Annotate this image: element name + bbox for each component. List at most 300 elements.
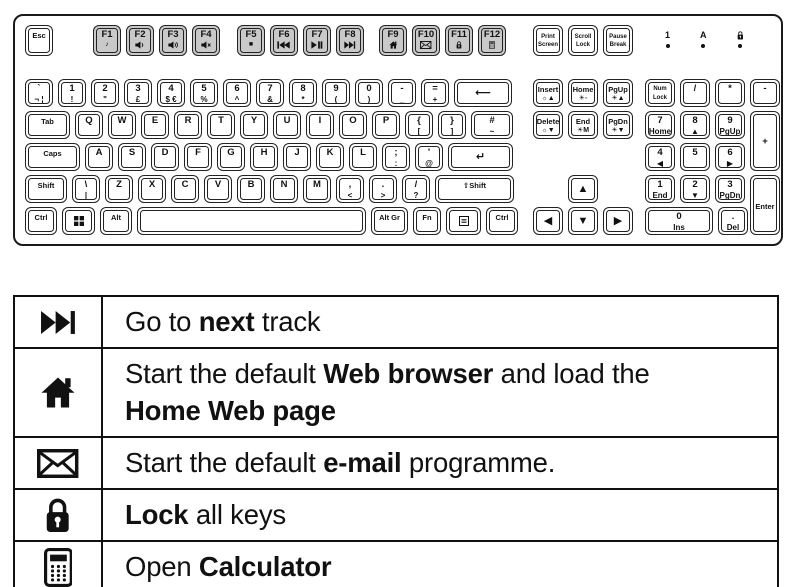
key-label: G: [227, 147, 235, 158]
key-c: [171, 175, 199, 203]
key-comma: [336, 175, 364, 203]
key-label: O: [349, 115, 357, 126]
menu-icon: [459, 216, 469, 226]
key-sublabel: |: [84, 190, 88, 199]
led-dot: [666, 44, 670, 48]
key-backslash: [72, 175, 100, 203]
key-f12: [478, 25, 506, 56]
note-icon: ♪: [105, 41, 109, 48]
key-e: [141, 111, 169, 139]
key-sublabel: *: [301, 94, 305, 103]
key-label: 4: [168, 83, 174, 94]
key-label: +: [762, 135, 768, 147]
action-text-run: programme.: [401, 446, 556, 478]
action-row: [15, 436, 777, 488]
key-label: M: [313, 179, 321, 190]
actions-table: [13, 295, 779, 587]
key-f8: [336, 25, 364, 56]
numpad-row-4: [645, 175, 750, 203]
key-label: }: [450, 115, 454, 126]
key-label: 5: [201, 83, 207, 94]
led-label: 1: [665, 30, 671, 40]
key-label: F11: [451, 29, 467, 40]
key-shift-right: [435, 175, 514, 203]
action-text-bold: Web browser: [323, 358, 494, 390]
key-label: N: [280, 179, 288, 190]
key-sublabel: ▲: [691, 126, 699, 135]
key-n: [270, 175, 298, 203]
key-sublabel: ▼: [691, 190, 699, 199]
key-label: X: [148, 179, 156, 190]
key-windows: [62, 207, 95, 235]
key-w: [108, 111, 136, 139]
key-s: [118, 143, 146, 171]
key-arrow-right: [603, 207, 633, 235]
key-k: [316, 143, 344, 171]
led-dot: [738, 44, 742, 48]
key-label: *: [728, 83, 732, 94]
key-sublabel: $ €: [165, 94, 177, 103]
key-label: Num: [653, 86, 667, 93]
brightness-down-icon: ☼▼: [541, 126, 555, 134]
key-np-plus: [750, 111, 780, 171]
key-label: Home: [572, 84, 594, 94]
left-icon: ◀: [543, 214, 553, 227]
key-np-2: [680, 175, 710, 203]
key-slash: [402, 175, 430, 203]
key-backspace: [454, 79, 512, 107]
calculator-icon: [489, 41, 495, 49]
key-sublabel: End: [652, 190, 668, 199]
key-f: [184, 143, 212, 171]
key-label: ': [427, 147, 431, 158]
key-label: ,: [348, 179, 352, 190]
key-backquote: [25, 79, 53, 107]
action-text-run: all keys: [188, 499, 286, 531]
play-pause-icon: [311, 41, 323, 49]
key-np-4: [645, 143, 675, 171]
key-l: [349, 143, 377, 171]
key-label: F7: [311, 29, 323, 40]
key-label: -: [763, 83, 767, 94]
key-quote: [415, 143, 443, 171]
action-text-bold: e-mail: [323, 446, 402, 478]
key-np-minus: [750, 79, 780, 107]
key-label: D: [161, 147, 169, 158]
key-menu: [446, 207, 481, 235]
key-f2: [126, 25, 154, 56]
right-icon: ▶: [613, 214, 623, 227]
key-r: [174, 111, 202, 139]
action-icon-cell: [15, 490, 103, 540]
function-key-row: [25, 25, 511, 56]
key-label: Insert: [537, 84, 559, 94]
key-0: [355, 79, 383, 107]
key-label: F9: [387, 29, 399, 40]
key-label: P: [382, 115, 390, 126]
key-f11: [445, 25, 473, 56]
action-text-run: Start the default: [125, 358, 324, 390]
key-sublabel: >: [380, 190, 386, 199]
enter-icon: ↵: [475, 150, 486, 163]
key-label: 9: [727, 115, 733, 126]
action-description: [103, 438, 567, 488]
key-f5: [237, 25, 265, 56]
key-space: [137, 207, 366, 235]
key-label: 7: [267, 83, 273, 94]
key-sublabel: +: [432, 94, 438, 103]
key-bracket-left: [405, 111, 433, 139]
key-label: B: [247, 179, 255, 190]
key-print-screen: [533, 25, 563, 56]
key-label: =: [432, 83, 438, 94]
key-label: 2: [102, 83, 108, 94]
key-label: Z: [116, 179, 122, 190]
key-end: [568, 111, 598, 139]
key-label: 4: [657, 147, 663, 158]
key-label: ;: [394, 147, 398, 158]
key-5: [190, 79, 218, 107]
key-label: F4: [200, 29, 212, 40]
key-f9: [379, 25, 407, 56]
key-4: [157, 79, 185, 107]
key-sublabel: :: [394, 158, 398, 167]
key-fn: [413, 207, 441, 235]
key-label: W: [117, 115, 127, 126]
home-icon: [40, 376, 76, 409]
key-label: S: [128, 147, 136, 158]
numpad-row-1: [645, 79, 785, 107]
key-d: [151, 143, 179, 171]
key-label: Shift: [37, 180, 55, 190]
key-label: J: [294, 147, 300, 158]
key-sublabel: ~: [489, 126, 495, 135]
key-label: Q: [85, 115, 93, 126]
action-text-run: Open: [125, 551, 199, 583]
action-description: [103, 542, 343, 587]
numpad-plus-slot: [750, 111, 785, 171]
volume-mute-icon: [201, 41, 211, 49]
key-semicolon: [382, 143, 410, 171]
key-2: [91, 79, 119, 107]
key-label: 8: [692, 115, 698, 126]
key-label: 2: [692, 179, 698, 190]
key-sublabel: ^: [234, 94, 240, 103]
key-num-lock: [645, 79, 675, 107]
key-v: [204, 175, 232, 203]
keyboard-illustration: [13, 14, 783, 246]
system-key-row: [533, 25, 638, 56]
key-y: [240, 111, 268, 139]
key-sublabel: ¬ ¦: [34, 94, 44, 103]
key-sublabel: ▶: [726, 158, 734, 167]
lock-icon: [44, 497, 71, 534]
action-text-run: Go to: [125, 306, 199, 337]
key-label: Lock: [575, 42, 590, 49]
action-description: [103, 349, 662, 436]
arrow-keys-row: [533, 207, 638, 235]
action-text-bold: Home Web page: [125, 394, 336, 426]
volume-high-icon: [168, 41, 179, 49]
up-icon: ▲: [577, 182, 589, 195]
key-label: Tab: [41, 116, 54, 126]
key-home: [568, 79, 598, 107]
key-label: PgDn: [608, 116, 628, 126]
key-t: [207, 111, 235, 139]
key-3: [124, 79, 152, 107]
key-label: 0: [676, 211, 682, 222]
key-tab: [25, 111, 70, 139]
home-row: [25, 143, 518, 171]
scroll-lock-led: [737, 31, 744, 48]
key-1: [58, 79, 86, 107]
key-np-3: [715, 175, 745, 203]
key-label: Caps: [43, 148, 62, 158]
key-sublabel: PgUp: [719, 126, 741, 135]
backspace-icon: ⟵: [475, 86, 491, 99]
led-dot: [701, 44, 705, 48]
key-caps-lock: [25, 143, 80, 171]
caps-lock-led: [700, 31, 707, 48]
key-shift-left: [25, 175, 67, 203]
key-label: Enter: [755, 201, 775, 211]
key-label: .: [731, 211, 735, 222]
key-esc: [25, 25, 53, 56]
key-np-6: [715, 143, 745, 171]
key-label: Ctrl: [495, 212, 509, 222]
key-label: Break: [609, 42, 627, 49]
key-sublabel: <: [347, 190, 353, 199]
action-text-run: Start the default: [125, 446, 324, 478]
key-label: Screen: [537, 42, 558, 49]
key-label: F1: [101, 29, 113, 40]
key-q: [75, 111, 103, 139]
key-f6: [270, 25, 298, 56]
key-g: [217, 143, 245, 171]
key-sublabel: Home: [649, 126, 671, 135]
key-label: Y: [250, 115, 258, 126]
number-row: [25, 79, 517, 107]
key-label: ⇧Shift: [463, 180, 486, 190]
key-h: [250, 143, 278, 171]
key-sublabel: (: [334, 94, 338, 103]
key-label: 3: [727, 179, 733, 190]
backlight-down-icon: ☀▼: [611, 126, 625, 134]
key-label: Ctrl: [34, 212, 48, 222]
key-label: 8: [300, 83, 306, 94]
action-icon-cell: [15, 297, 103, 347]
key-label: C: [181, 179, 189, 190]
nav-cluster-row-1: [533, 79, 638, 107]
key-sublabel: %: [200, 94, 208, 103]
shift-row: [25, 175, 519, 203]
backlight-auto-icon: ☀◦: [578, 94, 588, 102]
key-label: PgUp: [608, 84, 628, 94]
key-8: [289, 79, 317, 107]
key-j: [283, 143, 311, 171]
bottom-row: [25, 207, 523, 235]
key-f7: [303, 25, 331, 56]
action-description: [103, 297, 333, 347]
action-icon-cell: [15, 542, 103, 587]
key-label: K: [326, 147, 334, 158]
key-sublabel: Ins: [673, 222, 685, 231]
key-label: L: [360, 147, 366, 158]
key-sublabel: [: [417, 126, 421, 135]
action-row: [15, 488, 777, 540]
key-np-divide: [680, 79, 710, 107]
key-sublabel: @: [425, 158, 433, 167]
key-label: R: [184, 115, 192, 126]
key-np-enter: [750, 175, 780, 235]
key-o: [339, 111, 367, 139]
key-label: 3: [135, 83, 141, 94]
key-z: [105, 175, 133, 203]
key-label: F12: [483, 29, 501, 40]
key-label: F6: [278, 29, 290, 40]
numpad-enter-slot: [750, 175, 785, 235]
key-sublabel: PgDn: [719, 190, 741, 199]
key-arrow-left: [533, 207, 563, 235]
key-label: 6: [234, 83, 240, 94]
key-bracket-right: [438, 111, 466, 139]
key-np-8: [680, 111, 710, 139]
volume-low-icon: [135, 41, 145, 49]
key-label: `: [37, 83, 41, 94]
key-label: Esc: [32, 30, 46, 40]
key-np-9: [715, 111, 745, 139]
key-label: \: [84, 179, 88, 190]
arrow-up-slot: [568, 175, 603, 203]
key-ctrl-left: [25, 207, 57, 235]
key-np-multiply: [715, 79, 745, 107]
key-np-1: [645, 175, 675, 203]
key-delete: [533, 111, 563, 139]
num-lock-led: [665, 31, 670, 48]
key-np-0: [645, 207, 713, 235]
next-track-icon: [40, 310, 75, 335]
key-label: End: [575, 116, 591, 126]
action-text-bold: Calculator: [198, 551, 332, 583]
key-pause-break: [603, 25, 633, 56]
key-label: 6: [727, 147, 733, 158]
numpad-row-2: [645, 111, 750, 139]
key-alt: [100, 207, 132, 235]
key-label: /: [693, 83, 697, 94]
key-7: [256, 79, 284, 107]
key-np-7: [645, 111, 675, 139]
lock-icon: [737, 31, 744, 40]
key-label: T: [218, 115, 224, 126]
key-f10: [412, 25, 440, 56]
key-ctrl-right: [486, 207, 518, 235]
prev-track-icon: [277, 41, 290, 49]
key-label: F2: [134, 29, 146, 40]
key-label: {: [417, 115, 421, 126]
action-text-run: and load the: [493, 358, 650, 390]
key-label: V: [214, 179, 222, 190]
win-icon: [74, 216, 84, 226]
key-minus: [388, 79, 416, 107]
qwerty-row: [25, 111, 518, 139]
key-alt-gr: [371, 207, 408, 235]
key-label: Scroll: [574, 33, 592, 40]
key-insert: [533, 79, 563, 107]
key-label: I: [318, 115, 322, 126]
key-pgup: [603, 79, 633, 107]
calculator-icon: [44, 548, 73, 587]
key-label: Alt Gr: [379, 212, 400, 222]
nav-cluster-row-2: [533, 111, 638, 139]
action-description: [103, 490, 298, 540]
mail-icon: [37, 449, 78, 478]
key-sublabel: ): [367, 94, 371, 103]
next-track-icon: [344, 41, 355, 49]
key-u: [273, 111, 301, 139]
action-icon-cell: [15, 349, 103, 436]
indicator-leds: [665, 31, 743, 48]
key-scroll-lock: [568, 25, 598, 56]
key-a: [85, 143, 113, 171]
key-9: [322, 79, 350, 107]
key-f3: [159, 25, 187, 56]
key-label: 9: [333, 83, 339, 94]
down-icon: ▼: [577, 214, 589, 227]
key-label: U: [283, 115, 291, 126]
key-label: Delete: [537, 116, 559, 126]
key-b: [237, 175, 265, 203]
key-sublabel: ": [103, 94, 107, 103]
key-label: A: [95, 147, 103, 158]
numpad-row-5: [645, 207, 753, 235]
key-label: 1: [69, 83, 75, 94]
key-label: Lock: [652, 94, 667, 101]
key-equals: [421, 79, 449, 107]
key-sublabel: ◀: [656, 158, 664, 167]
brightness-up-icon: ☼▲: [541, 94, 555, 102]
key-f1: [93, 25, 121, 56]
key-m: [303, 175, 331, 203]
key-period: [369, 175, 397, 203]
key-label: /: [414, 179, 418, 190]
key-sublabel: ]: [450, 126, 454, 135]
action-text-bold: Lock: [125, 499, 189, 531]
key-label: 0: [366, 83, 372, 94]
key-sublabel: &: [267, 94, 273, 103]
key-label: Alt: [111, 212, 121, 222]
backlight-mode-icon: ☀M: [576, 126, 590, 134]
key-label: F5: [245, 29, 257, 40]
key-arrow-up: [568, 175, 598, 203]
backlight-up-icon: ☀▲: [611, 94, 625, 102]
key-label: F: [195, 147, 201, 158]
mail-icon: [420, 41, 431, 49]
key-enter: [448, 143, 513, 171]
key-x: [138, 175, 166, 203]
key-sublabel: ?: [413, 190, 419, 199]
key-f4: [192, 25, 220, 56]
home-icon: [389, 41, 398, 49]
action-row: [15, 540, 777, 587]
key-label: #: [489, 115, 495, 126]
key-label: F8: [344, 29, 356, 40]
key-label: 7: [657, 115, 663, 126]
action-row: [15, 347, 777, 436]
key-6: [223, 79, 251, 107]
key-label: F10: [417, 29, 435, 40]
key-pgdn: [603, 111, 633, 139]
key-label: Pause: [609, 33, 627, 40]
